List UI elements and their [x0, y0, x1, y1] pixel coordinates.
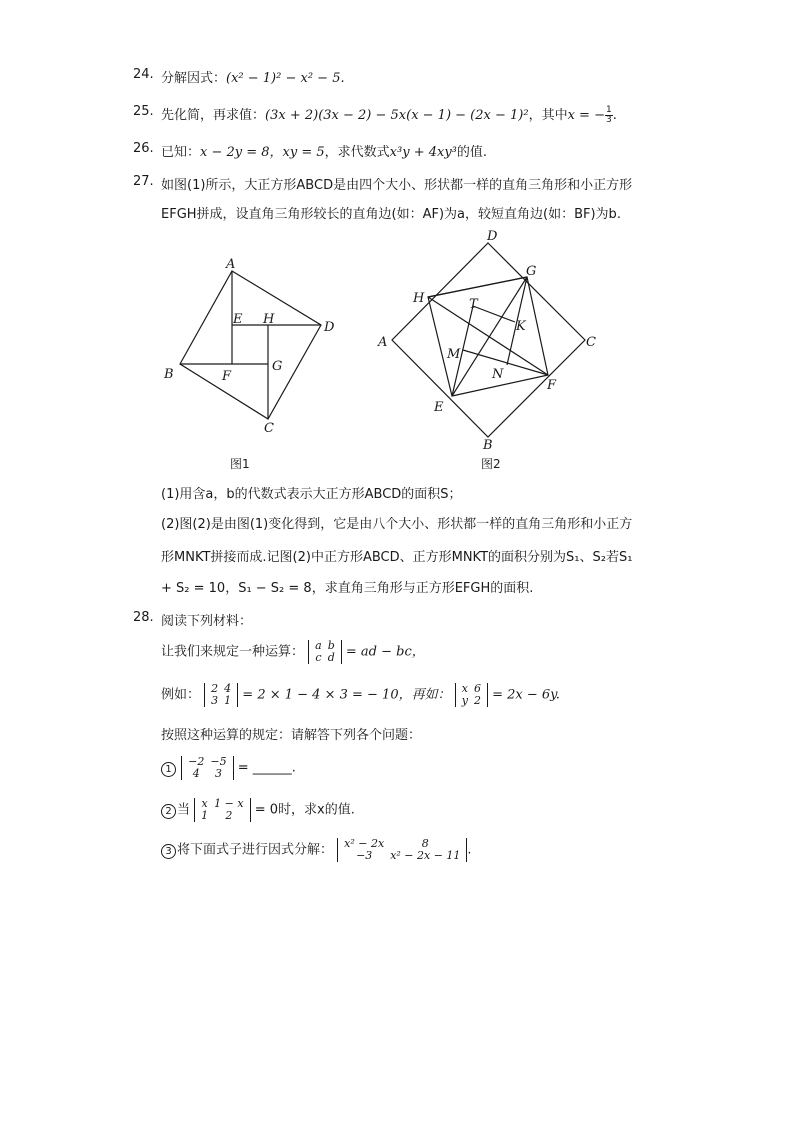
determinant-definition: a b c d — [308, 640, 342, 664]
fig1-label-d: D — [324, 320, 335, 335]
fig2-line-mf — [463, 350, 548, 375]
q27-part-2-line-2: 形MNKT拼接而成.记图(2)中正方形ABCD、正方形MNKT的面积分别为S₁、S₂若S₁ — [161, 550, 633, 565]
q28-number: 28. — [133, 610, 154, 625]
determinant-problem-1: −2 −5 4 3 — [181, 756, 233, 780]
determinant-problem-3: x² − 2x 8 −3 x² − 2x − 11 — [337, 838, 467, 862]
fig2-label-h: H — [413, 291, 425, 306]
fig1-label-c: C — [264, 421, 274, 436]
fig2-big-square — [392, 243, 585, 437]
figure-2 — [370, 225, 605, 475]
fig2-label-t: T — [469, 297, 478, 312]
q27-line-2: EFGH拼成，设直角三角形较长的直角边(如：AF)为a，较短直角边(如：BF)为b. — [161, 207, 621, 222]
figure-1 — [155, 250, 345, 475]
fig1-label-h: H — [263, 312, 275, 327]
q28-problem-3-prefix: 将下面式子进行因式分解： — [177, 842, 334, 858]
q26-label: 已知： — [161, 145, 201, 160]
q25-condition: x = − — [567, 108, 605, 123]
fig2-label-a: A — [378, 335, 388, 350]
fig2-label-m: M — [447, 347, 461, 362]
q28-problem-2-result: = 0时，求x的值. — [254, 802, 355, 818]
q28-instructions: 按照这种运算的规定：请解答下列各个问题： — [161, 728, 422, 743]
fig2-line-hg — [428, 277, 527, 297]
fig2-label-b: B — [483, 438, 493, 453]
q28-example-label: 例如： — [161, 687, 201, 703]
q28-problem-3-end: . — [467, 842, 472, 858]
fig1-label-e: E — [233, 312, 243, 327]
q28-problem-2 — [161, 798, 355, 822]
fig1-label-b: B — [164, 367, 174, 382]
fig1-big-square — [180, 271, 321, 419]
q26-expression: x − 2y = 8，xy = 5 — [200, 145, 325, 160]
q24-expression: (x² − 1)² − x² − 5 — [226, 71, 341, 86]
fig2-label-c: C — [586, 335, 596, 350]
q24-label: 分解因式： — [161, 71, 227, 86]
q26-number: 26. — [133, 141, 154, 156]
q25-text — [161, 104, 617, 125]
fig2-label-e: E — [434, 400, 444, 415]
determinant-example-1: 2 4 3 1 — [204, 683, 238, 707]
q25-expression: (3x + 2)(3x − 2) − 5x(x − 1) − (2x − 1)² — [265, 108, 529, 123]
q28-example-result: = 2 × 1 − 4 × 3 = − 10，再如： — [242, 687, 451, 703]
fig2-label-f: F — [547, 378, 557, 393]
q28-problem-1 — [161, 756, 296, 780]
q27-number: 27. — [133, 174, 154, 189]
circled-number-3: 3 — [161, 844, 176, 859]
fig2-line-hf — [428, 297, 548, 375]
determinant-problem-2: x 1 − x 1 2 — [194, 798, 250, 822]
q25-label: 先化简，再求值： — [161, 108, 266, 123]
fig1-caption: 图1 — [230, 457, 250, 471]
fig1-label-a: A — [226, 257, 236, 272]
fig2-label-d: D — [487, 229, 498, 244]
fig2-label-n: N — [492, 367, 504, 382]
q28-definition-result: = ad − bc， — [345, 644, 425, 660]
q26-expression-2: x³y + 4xy³ — [389, 145, 457, 160]
q25-mid: ，其中 — [528, 108, 568, 123]
q26-text — [161, 141, 487, 160]
fig1-label-g: G — [272, 359, 283, 374]
q28-problem-1-blank: = ______. — [237, 760, 296, 776]
q24-text — [161, 67, 345, 86]
fig2-label-k: K — [516, 319, 526, 334]
q27-part-2-line-3: + S₂ = 10，S₁ − S₂ = 8，求直角三角形与正方形EFGH的面积. — [161, 581, 534, 596]
q28-definition — [161, 640, 425, 664]
q27-part-1: (1)用含a，b的代数式表示大正方形ABCD的面积S； — [161, 487, 462, 502]
q25-number: 25. — [133, 104, 154, 119]
fig2-caption: 图2 — [481, 457, 501, 471]
q28-title: 阅读下列材料： — [161, 614, 253, 629]
q24-number: 24. — [133, 67, 154, 82]
q25-fraction: $\frac{1}{3}$ — [605, 105, 612, 125]
circled-number-1: 1 — [161, 762, 176, 777]
q28-problem-2-prefix: 当 — [177, 802, 191, 818]
q28-problem-3 — [161, 838, 472, 862]
q28-example — [161, 683, 560, 707]
determinant-example-2: x 6 y 2 — [455, 683, 488, 707]
q26-mid: ，求代数式 — [324, 145, 390, 160]
fig2-line-ge — [452, 277, 527, 396]
q24-end: . — [340, 71, 345, 86]
fig2-label-g: G — [526, 264, 537, 279]
q26-end: 的值. — [456, 145, 488, 160]
circled-number-2: 2 — [161, 804, 176, 819]
fig1-label-f: F — [222, 369, 232, 384]
fig2-line-tk — [473, 306, 515, 322]
q27-part-2-line-1: (2)图(2)是由图(1)变化得到，它是由八个大小、形状都一样的直角三角形和小正方 — [161, 517, 633, 532]
q25-end: . — [612, 108, 617, 123]
q27-line-1: 如图(1)所示，大正方形ABCD是由四个大小、形状都一样的直角三角形和小正方形 — [161, 178, 633, 193]
q28-example-2-result: = 2x − 6y. — [492, 687, 560, 703]
q28-definition-label: 让我们来规定一种运算： — [161, 644, 305, 660]
